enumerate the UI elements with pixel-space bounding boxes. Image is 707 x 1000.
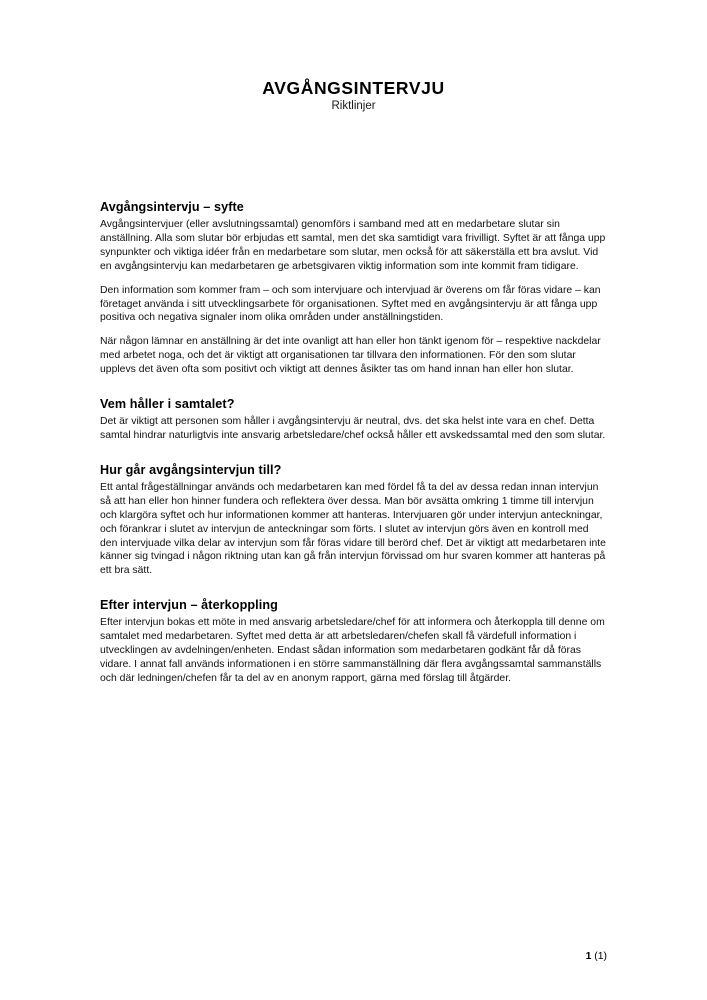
section-heading: Avgångsintervju – syfte: [100, 200, 244, 214]
section-vem-haller-i-samtalet: [100, 397, 608, 443]
document-header: [0, 78, 707, 112]
paragraph: När någon lämnar en anställning är det inte ovanligt att han eller hon tänkt igenom för – respektive nackdelar med arbetet noga, och det är viktigt att organisationen tar tillvara den informationen. För den som slutar upplevs det även ofta som positivt och viktigt att dennes åsikter tas om hand innan han eller hon slutar.: [100, 336, 601, 376]
document-body: [100, 200, 608, 703]
paragraph: Den information som kommer fram – och som intervjuare och intervjuad är överens om får föras vidare – kan företaget använda i sitt utvecklingsarbete för organisationen. Syftet med en avgångsintervju är att fånga upp positiva och negativa signaler inom olika områden under anställningstiden.: [100, 284, 601, 324]
section-efter-intervjun-aterkoppling: [100, 598, 608, 686]
page-footer: [100, 951, 607, 962]
paragraph: Ett antal frågeställningar används och medarbetaren kan med fördel få ta del av dessa redan innan intervjun så att han eller hon hinner fundera och reflektera över dessa. Man bör avsätta omkring 1 timme till intervjun och klargöra syftet och hur informationen kommer att hanteras. Intervjuaren gör under intervjun anteckningar, och förankrar i slutet av intervjun de anteckningar som förts. I slutet av intervjun görs även en kontroll med den intervjuade vilka delar av intervjun som får föras vidare till berörd chef. Det är viktigt att medarbetaren inte känner sig tvingad i någon riktning utan kan gå från intervjun förvissad om hur svaren kommer att hanteras på ett bra sätt.: [100, 481, 606, 577]
paragraph: Efter intervjun bokas ett möte in med ansvarig arbetsledare/chef för att informera och återkoppla till denne om samtalet med medarbetaren. Syftet med detta är att arbetsledaren/chefen skall få värdefull information i utvecklingen av avdelningen/enheten. Endast sådan information som medarbetaren godkänt får då föras vidare. I annat fall används informationen i en större sammanställning där flera avgångssamtal sammanställs och där ledningen/chefen får ta del av en anonym rapport, gärna med förslag till åtgärder.: [100, 617, 605, 684]
section-heading: Hur går avgångsintervjun till?: [100, 462, 282, 477]
section-avgangsintervju-syfte: [100, 200, 608, 377]
section-heading: Vem håller i samtalet?: [100, 397, 235, 412]
section-heading: Efter intervjun – återkoppling: [100, 598, 278, 613]
paragraph: Det är viktigt att personen som håller i avgångsintervju är neutral, dvs. det ska helst inte vara en chef. Detta samtal hindrar naturligtvis inte ansvarig arbetsledare/chef också håller ett avskedssamtal med den som slutar.: [100, 416, 606, 441]
document-subtitle: Riktlinjer: [331, 100, 376, 113]
footer-page-total: (1): [594, 951, 607, 962]
footer-page-number: 1: [585, 951, 592, 962]
section-hur-gar-avgangsintervjun-till: [100, 463, 608, 578]
paragraph: Avgångsintervjuer (eller avslutningssamtal) genomförs i samband med att en medarbetare slutar sin anställning. Alla som slutar bör erbjudas ett samtal, men det ska samtidigt vara frivilligt. Syftet är att fånga upp synpunkter och viktiga idéer från en medarbetare som slutar, men också för att säkerställa ett bra avslut. Vid en avgångsintervju kan medarbetaren ge arbetsgivaren viktig information som inte kommit fram tidigare.: [100, 219, 606, 272]
document-title: AVGÅNGSINTERVJU: [262, 78, 445, 98]
